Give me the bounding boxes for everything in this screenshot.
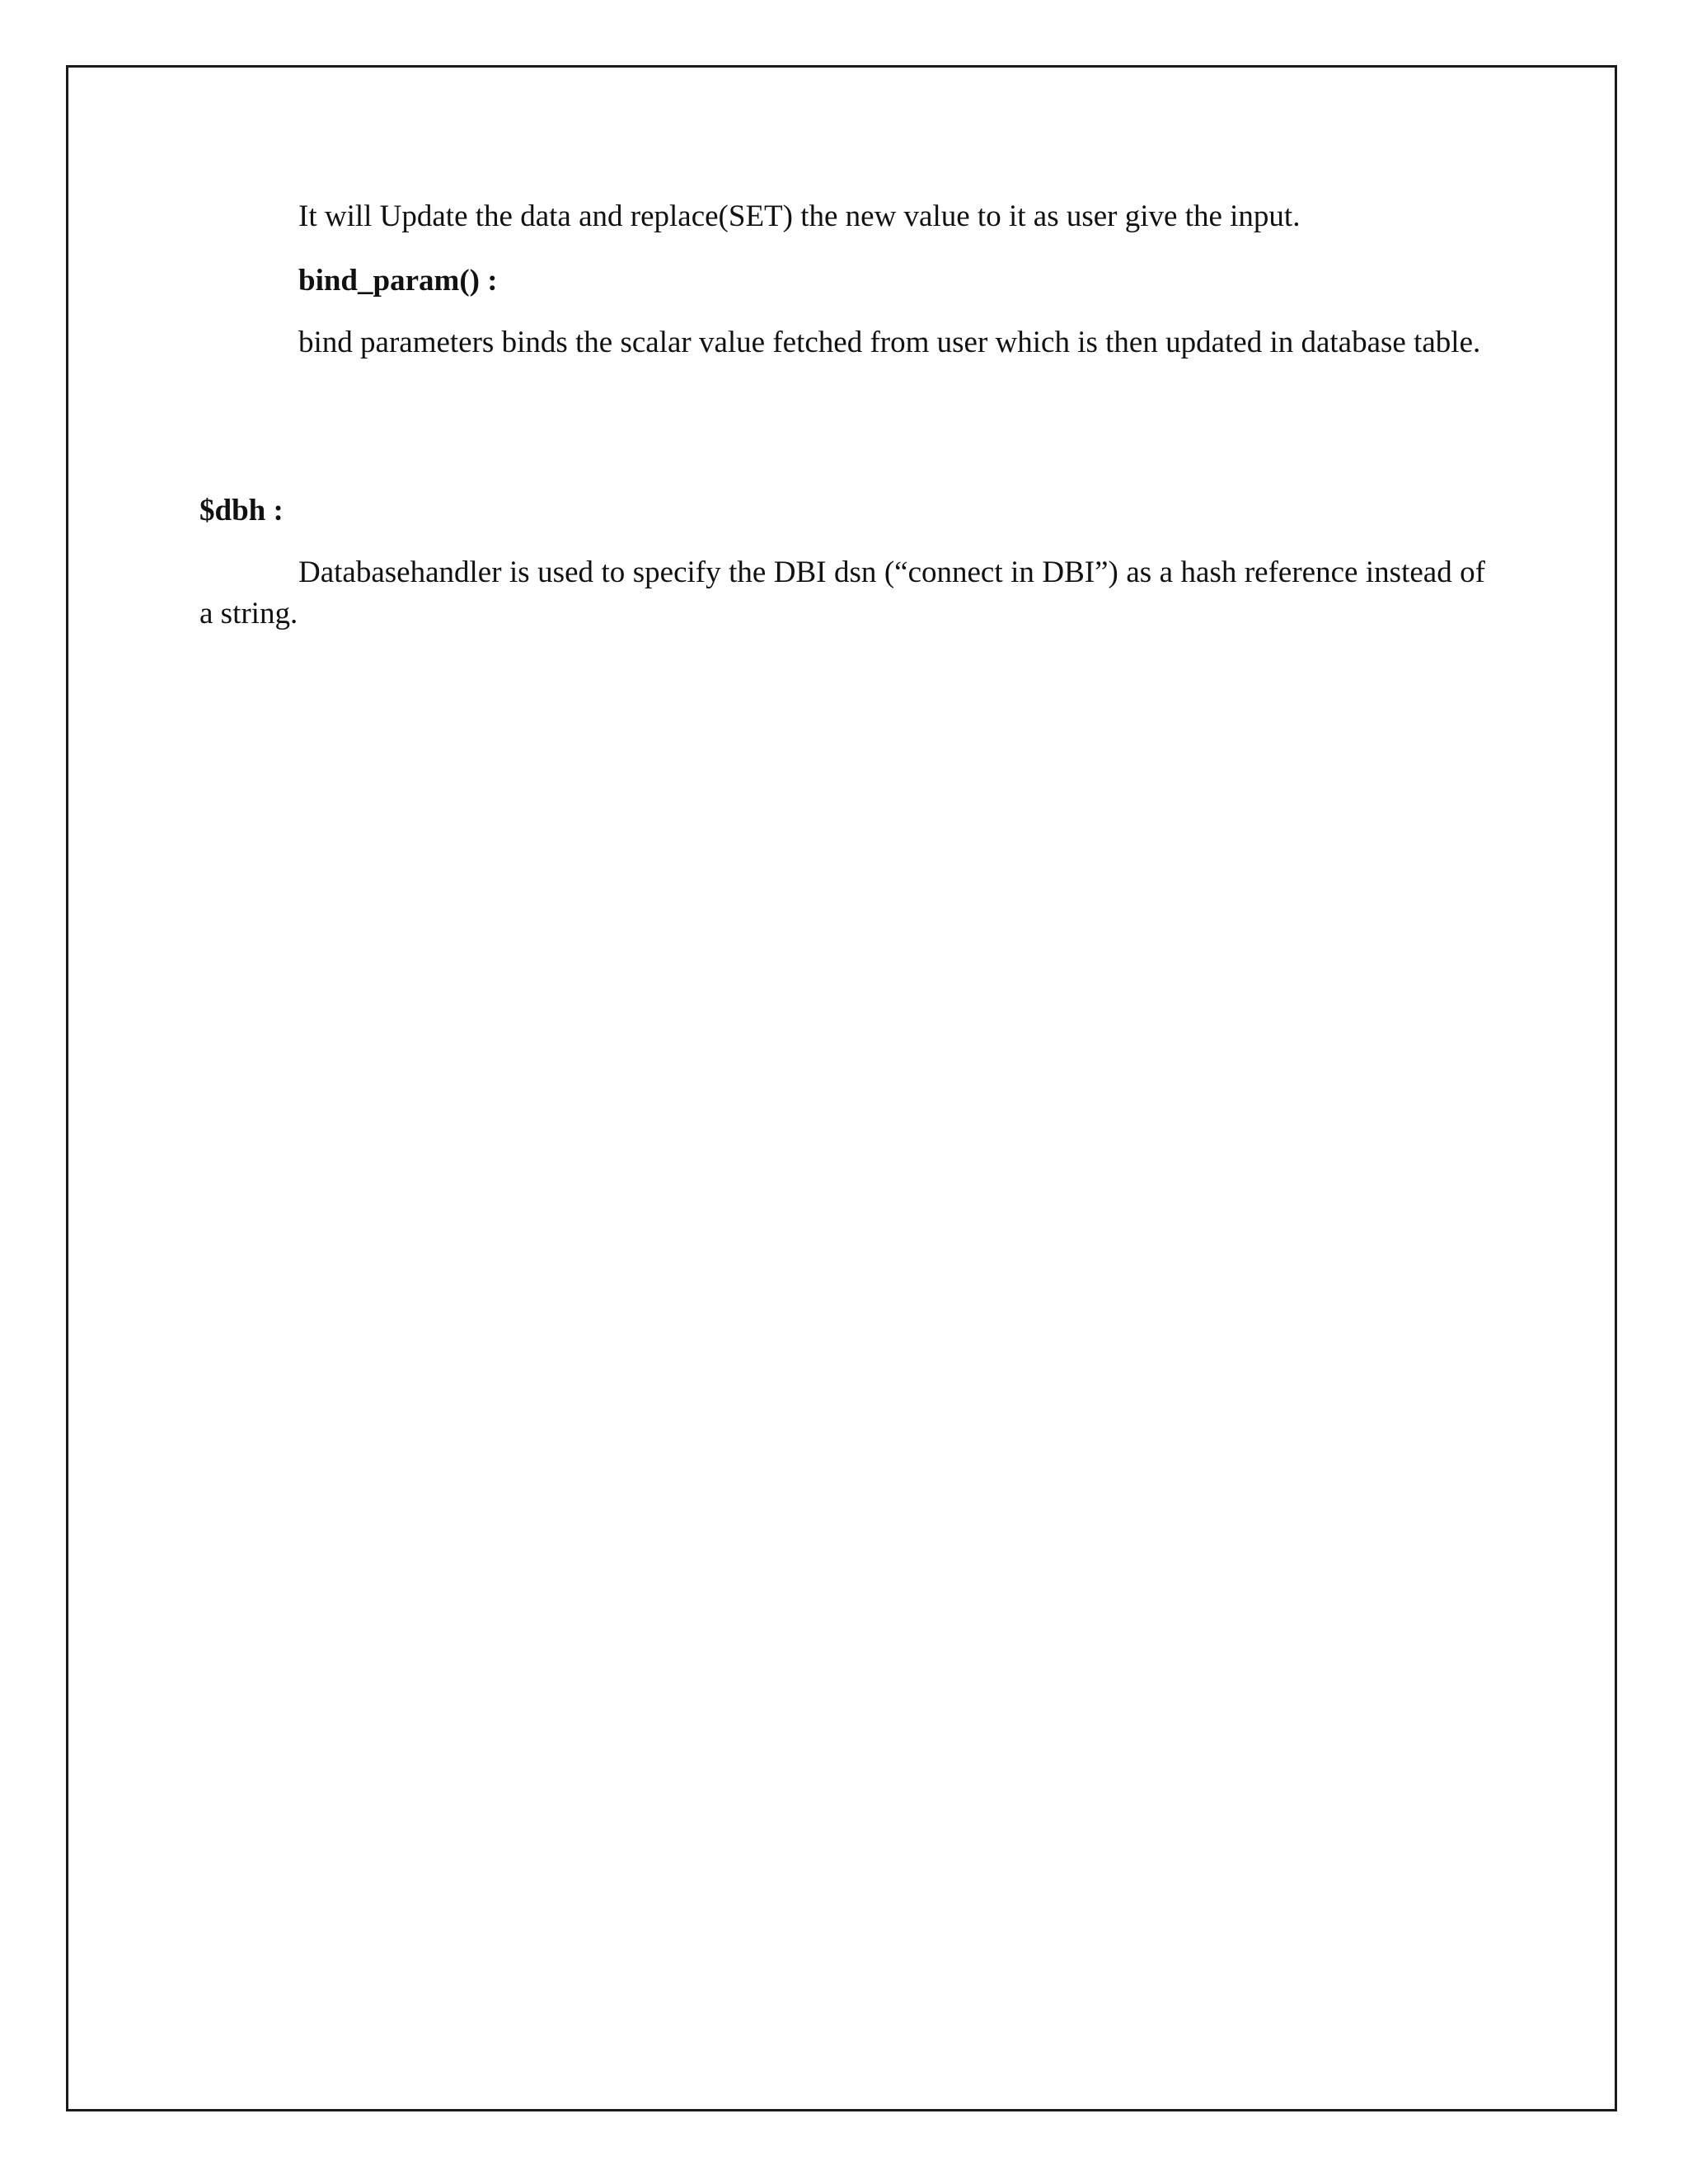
dbh-heading: $dbh : [199,494,284,527]
bind-param-heading: bind_param() : [298,264,498,298]
page-border [66,65,1617,2111]
update-description-paragraph: It will Update the data and replace(SET) the new value to it as user give the input. [298,199,1301,233]
dbh-description-paragraph: Databasehandler is used to specify the DBI dsn (“connect in DBI”) as a hash reference instead of a string. [199,555,1485,630]
bind-param-description-paragraph: bind parameters binds the scalar value fetched from user which is then updated in database table. [298,326,1481,359]
